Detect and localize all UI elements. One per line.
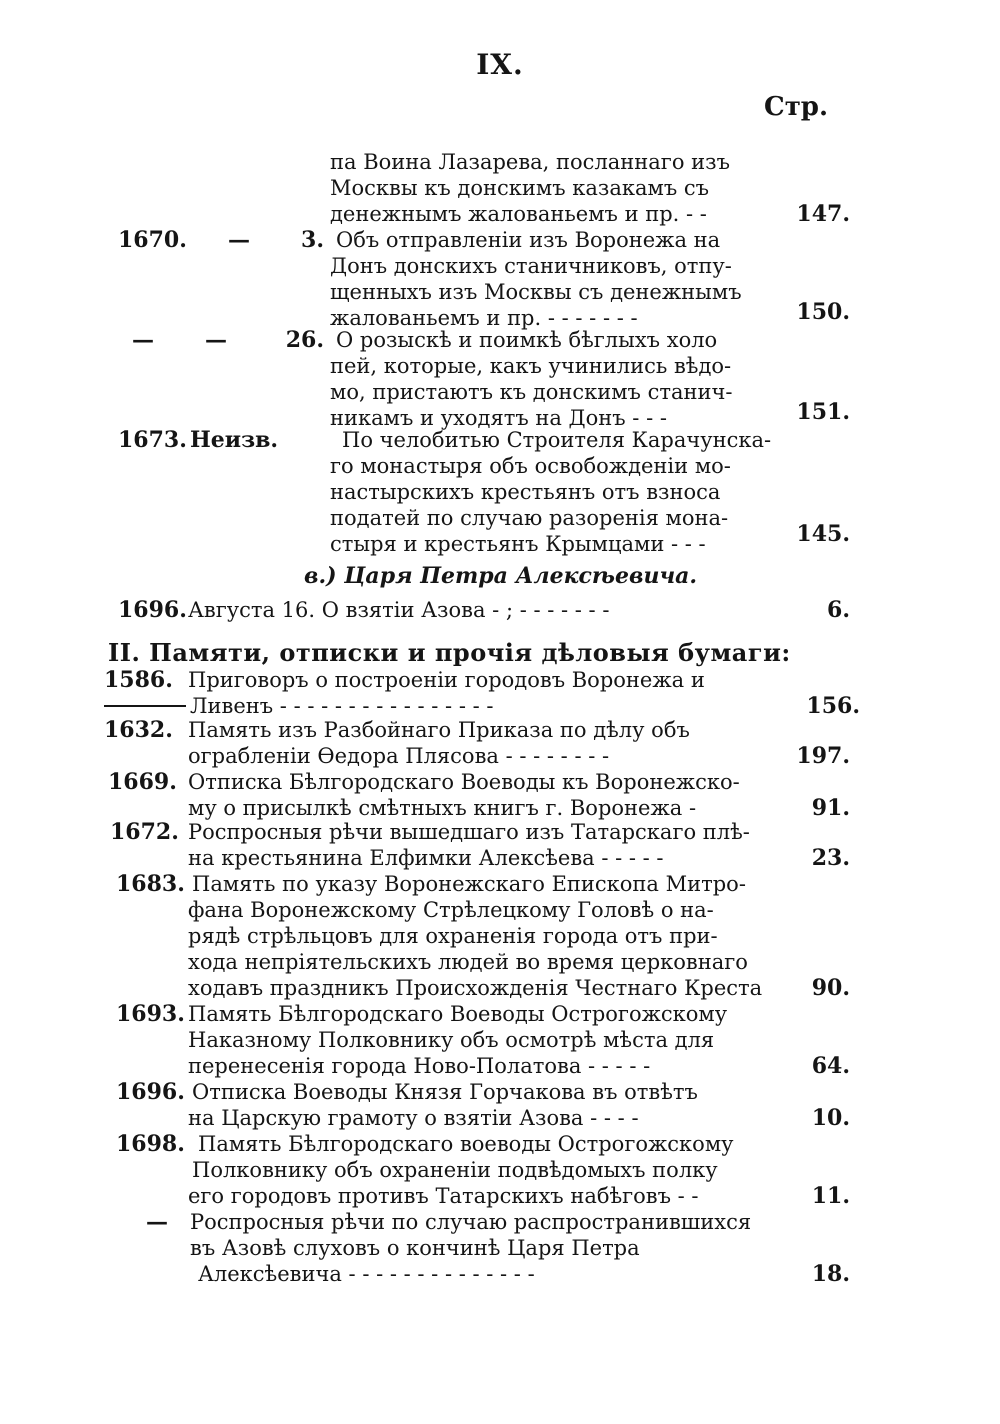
entry-year: 1683. [116, 871, 185, 897]
entry-line: Алексѣевича - - - - - - - - - - - - - - [198, 1262, 535, 1286]
entry-year: — [146, 1209, 168, 1235]
entry-line: О розыскѣ и поимкѣ бѣглыхъ холо [336, 328, 718, 352]
entry-line: въ Азовѣ слуховъ о кончинѣ Царя Петра [190, 1236, 640, 1260]
entry-line: Наказному Полковнику объ осмотрѣ мѣста для [188, 1028, 715, 1052]
entry-page: 23. [811, 845, 850, 871]
entry-line: Ливенъ - - - - - - - - - - - - - - - - [190, 694, 494, 718]
entry-year: 1670. [118, 227, 187, 253]
entry-page: 150. [796, 299, 850, 325]
entry-line: рядѣ стрѣльцовъ для охраненія города отъ при- [188, 924, 718, 948]
page-column-label: Стр. [764, 92, 829, 122]
entry-line: щенныхъ изъ Москвы съ денежнымъ [330, 280, 742, 304]
entry-line: Память Бѣлгородскаго воеводы Острогожскому [198, 1132, 734, 1156]
entry-line: па Воина Лазарева, посланнаго изъ [330, 150, 730, 174]
entry-year: 1698. [116, 1131, 185, 1157]
section-heading: в.) Царя Петра Алексѣевича. [304, 563, 698, 589]
entry-line: мо, пристаютъ къ донскимъ станич- [330, 380, 733, 404]
entry-line: Приговоръ о построеніи городовъ Воронежа и [188, 668, 705, 692]
entry-line: на Царскую грамоту о взятіи Азова - - - - [188, 1106, 639, 1130]
entry-line: ограбленіи Өедора Плясова - - - - - - - - [188, 744, 610, 768]
entry-line: Роспросныя рѣчи вышедшаго изъ Татарскаго плѣ- [188, 820, 750, 844]
entry-page: 91. [811, 795, 850, 821]
entry-line: податей по случаю разоренія мона- [330, 506, 729, 530]
entry-page: 18. [811, 1261, 850, 1287]
entry-line: хода непріятельскихъ людей во время церковнаго [188, 950, 748, 974]
entry-line: Москвы къ донскимъ казакамъ съ [330, 176, 709, 200]
entry-line: Августа 16. О взятіи Азова - ; - - - - - - - [188, 598, 610, 622]
part-heading: II. Памяти, отписки и прочія дѣловыя бумаги: [108, 638, 791, 667]
entry-line: его городовъ противъ Татарскихъ набѣговъ - - [188, 1184, 699, 1208]
entry-line: фана Воронежскому Стрѣлецкому Головѣ о на- [188, 898, 714, 922]
entry-day: 3. [301, 227, 324, 253]
entry-page: 6. [827, 597, 850, 623]
entry-line: Память по указу Воронежскаго Епископа Митро- [192, 872, 746, 896]
entry-line: денежнымъ жалованьемъ и пр. - - [330, 202, 707, 226]
entry-year: 1693. [116, 1001, 185, 1027]
entry-line: никамъ и уходятъ на Донъ - - - [330, 406, 667, 430]
entry-year: 1696. [118, 597, 187, 623]
entry-line: ходавъ праздникъ Происхожденія Честнаго Креста [188, 976, 763, 1000]
dash-rule [104, 705, 186, 707]
entry-line: пей, которые, какъ учинились вѣдо- [330, 354, 732, 378]
entry-line: Память изъ Разбойнаго Приказа по дѣлу объ [188, 718, 690, 742]
entry-line: на крестьянина Елфимки Алексѣева - - - - - [188, 846, 664, 870]
entry-year: 1672. [110, 819, 179, 845]
entry-line: Отписка Бѣлгородскаго Воеводы къ Воронежско- [188, 770, 740, 794]
entry-month: — [205, 327, 227, 353]
entry-page: 156. [806, 693, 860, 719]
entry-line: стыря и крестьянъ Крымцами - - - [330, 532, 706, 556]
entry-page: 90. [811, 975, 850, 1001]
entry-year: — [132, 327, 154, 353]
entry-line: Отписка Воеводы Князя Горчакова въ отвѣтъ [192, 1080, 698, 1104]
entry-page: 10. [811, 1105, 850, 1131]
entry-line: жалованьемъ и пр. - - - - - - - [330, 306, 638, 330]
entry-line: Донъ донскихъ станичниковъ, отпу- [330, 254, 732, 278]
entry-page: 11. [811, 1183, 850, 1209]
entry-page: 147. [796, 201, 850, 227]
entry-year: 1632. [104, 717, 173, 743]
entry-year: 1673. [118, 427, 187, 453]
entry-line: настырскихъ крестьянъ отъ взноса [330, 480, 721, 504]
entry-line: Роспросныя рѣчи по случаю распространившихся [190, 1210, 752, 1234]
entry-page: 197. [796, 743, 850, 769]
entry-line: перенесенія города Ново-Полатова - - - - - [188, 1054, 651, 1078]
entry-year: 1696. [116, 1079, 185, 1105]
entry-year: 1669. [108, 769, 177, 795]
entry-year: 1586. [104, 667, 173, 693]
entry-day: 26. [285, 327, 324, 353]
entry-line: Память Бѣлгородскаго Воеводы Острогожскому [188, 1002, 728, 1026]
entry-line: го монастыря объ освобожденіи мо- [330, 454, 731, 478]
entry-line: Полковнику объ охраненіи подвѣдомыхъ полку [192, 1158, 718, 1182]
entry-page: 151. [796, 399, 850, 425]
entry-month: Неизв. [190, 427, 279, 453]
entry-page: 145. [796, 521, 850, 547]
entry-month: — [228, 227, 250, 253]
entry-line: Объ отправленіи изъ Воронежа на [336, 228, 721, 252]
entry-page: 64. [811, 1053, 850, 1079]
page-number: IX. [476, 48, 524, 81]
entry-line: По челобитью Строителя Карачунска- [342, 428, 772, 452]
entry-line: му о присылкѣ смѣтныхъ книгъ г. Воронежа - [188, 796, 697, 820]
